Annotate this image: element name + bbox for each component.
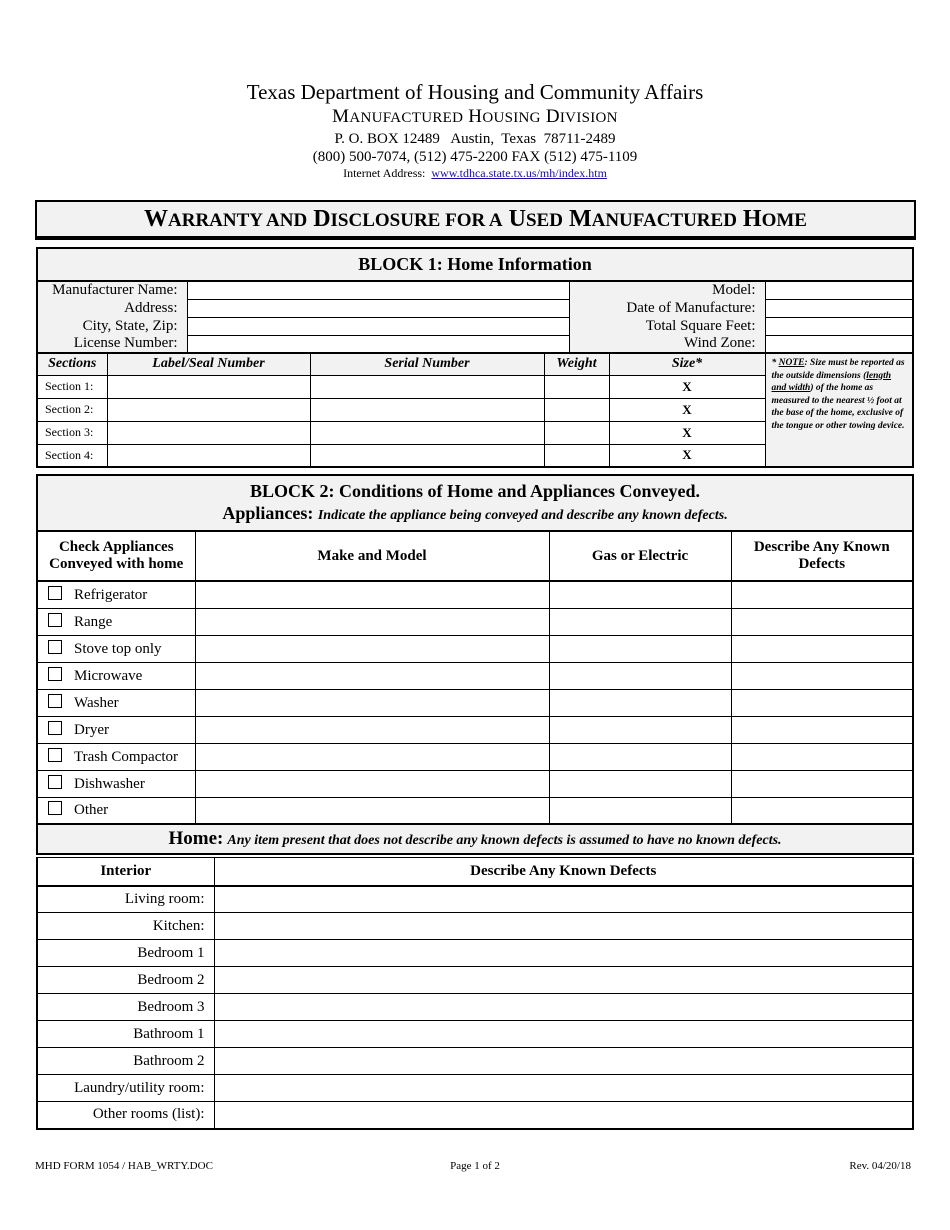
appliance-other[interactable]: Other (37, 797, 195, 824)
room-row (37, 940, 913, 967)
total-square-feet-label: Total Square Feet: (569, 317, 765, 335)
appliance-dryer[interactable]: Dryer (37, 716, 195, 743)
weight-header: Weight (544, 353, 609, 375)
appliance-row (37, 608, 913, 635)
defects-cell[interactable] (731, 635, 913, 662)
make-model-cell[interactable] (195, 635, 549, 662)
section-3-label: Section 3: (37, 421, 107, 444)
date-of-manufacture-label: Date of Manufacture: (569, 299, 765, 317)
section-2-size[interactable]: X (609, 398, 765, 421)
checkbox-refrigerator[interactable] (48, 586, 62, 600)
phone-line: (800) 500-7074, (512) 475-2200 FAX (512) 475-1109 (312, 149, 638, 165)
size-header: Size* (609, 353, 765, 375)
room-defects-field[interactable] (214, 1075, 913, 1102)
model-label: Model: (569, 281, 765, 299)
form-id: MHD FORM 1054 / HAB_WRTY.DOC (35, 1160, 213, 1172)
interior-defects-table (36, 857, 914, 1130)
appliance-trash-compactor[interactable]: Trash Compactor (37, 743, 195, 770)
make-model-cell[interactable] (195, 608, 549, 635)
internet-address: Internet Address: www.tdhca.state.tx.us/mh/index.htm (343, 166, 607, 180)
room-row (37, 967, 913, 994)
date-of-manufacture-field[interactable] (765, 299, 913, 317)
model-field[interactable] (765, 281, 913, 299)
revision-date: Rev. 04/20/18 (849, 1160, 911, 1172)
size-note: * NOTE: Size must be reported as the outside dimensions (length and width) of the home as measured to the nearest ½ foot at the base of the home, exclusive of the tongue or other towing device. (765, 353, 913, 467)
check-appliances-header: Check Appliances Conveyed with home (37, 531, 195, 581)
license-number-field[interactable] (187, 335, 569, 353)
section-2-label-seal[interactable] (107, 398, 310, 421)
section-4-weight[interactable] (544, 444, 609, 467)
room-defects-field[interactable] (214, 913, 913, 940)
section-1-label-seal[interactable] (107, 375, 310, 398)
checkbox-other[interactable] (48, 801, 62, 815)
room-defects-field[interactable] (214, 967, 913, 994)
agency-name: Texas Department of Housing and Community Affairs (246, 80, 704, 104)
make-model-cell[interactable] (195, 716, 549, 743)
section-3-serial[interactable] (310, 421, 544, 444)
room-defects-field[interactable] (214, 994, 913, 1021)
gas-electric-cell[interactable] (549, 608, 731, 635)
room-row (37, 1102, 913, 1129)
defects-cell[interactable] (731, 743, 913, 770)
checkbox-microwave[interactable] (48, 667, 62, 681)
website-link[interactable]: www.tdhca.state.tx.us/mh/index.htm (431, 166, 607, 180)
section-3-label-seal[interactable] (107, 421, 310, 444)
label-seal-header: Label/Seal Number (107, 353, 310, 375)
license-number-label: License Number: (37, 335, 187, 353)
gas-electric-cell[interactable] (549, 662, 731, 689)
section-1-weight[interactable] (544, 375, 609, 398)
appliance-row (37, 635, 913, 662)
appliance-microwave[interactable]: Microwave (37, 662, 195, 689)
mailing-address: P. O. BOX 12489 Austin, Texas 78711-2489 (334, 131, 616, 147)
appliance-dishwasher[interactable]: Dishwasher (37, 770, 195, 797)
section-4-label: Section 4: (37, 444, 107, 467)
make-model-header: Make and Model (195, 531, 549, 581)
room-label: Bedroom 2 (37, 967, 214, 994)
appliance-refrigerator[interactable]: Refrigerator (37, 581, 195, 608)
make-model-cell[interactable] (195, 689, 549, 716)
appliance-row (37, 581, 913, 608)
appliance-defects-header: Describe Any Known Defects (731, 531, 913, 581)
form-title: WARRANTY AND DISCLOSURE FOR A USED MANUFACTURED HOME (35, 200, 916, 240)
defects-cell[interactable] (731, 716, 913, 743)
make-model-cell[interactable] (195, 770, 549, 797)
room-label: Kitchen: (37, 913, 214, 940)
appliance-row (37, 689, 913, 716)
checkbox-trash-compactor[interactable] (48, 748, 62, 762)
total-square-feet-field[interactable] (765, 317, 913, 335)
room-defects-field[interactable] (214, 1048, 913, 1075)
defects-cell[interactable] (731, 662, 913, 689)
make-model-cell[interactable] (195, 662, 549, 689)
gas-electric-header: Gas or Electric (549, 531, 731, 581)
appliance-range[interactable]: Range (37, 608, 195, 635)
room-row (37, 886, 913, 913)
wind-zone-field[interactable] (765, 335, 913, 353)
room-row (37, 1075, 913, 1102)
block1-home-information (36, 247, 914, 468)
gas-electric-cell[interactable] (549, 797, 731, 824)
appliance-row (37, 770, 913, 797)
checkbox-dryer[interactable] (48, 721, 62, 735)
room-defects-field[interactable] (214, 940, 913, 967)
room-row (37, 913, 913, 940)
appliance-row (37, 716, 913, 743)
room-defects-field[interactable] (214, 1102, 913, 1129)
room-row (37, 1021, 913, 1048)
room-defects-field[interactable] (214, 886, 913, 913)
room-row (37, 1048, 913, 1075)
home-note: Home: Any item present that does not describe any known defects is assumed to have no known defects. (37, 824, 913, 854)
defects-cell[interactable] (731, 608, 913, 635)
address-label: Address: (37, 299, 187, 317)
section-3-size[interactable]: X (609, 421, 765, 444)
address-field[interactable] (187, 299, 569, 317)
gas-electric-cell[interactable] (549, 743, 731, 770)
room-defects-field[interactable] (214, 1021, 913, 1048)
section-4-serial[interactable] (310, 444, 544, 467)
gas-electric-cell[interactable] (549, 581, 731, 608)
block1-heading: BLOCK 1: Home Information (37, 248, 913, 281)
block2-appliances (36, 474, 914, 855)
defects-cell[interactable] (731, 797, 913, 824)
serial-number-header: Serial Number (310, 353, 544, 375)
room-label: Bathroom 1 (37, 1021, 214, 1048)
city-state-zip-label: City, State, Zip: (37, 317, 187, 335)
division-name: MANUFACTURED HOUSING DIVISION (332, 106, 618, 127)
interior-header: Interior (37, 858, 214, 886)
gas-electric-cell[interactable] (549, 770, 731, 797)
room-label: Bedroom 3 (37, 994, 214, 1021)
checkbox-washer[interactable] (48, 694, 62, 708)
city-state-zip-field[interactable] (187, 317, 569, 335)
make-model-cell[interactable] (195, 581, 549, 608)
gas-electric-cell[interactable] (549, 689, 731, 716)
checkbox-range[interactable] (48, 613, 62, 627)
defects-cell[interactable] (731, 689, 913, 716)
appliance-row (37, 797, 913, 824)
gas-electric-cell[interactable] (549, 716, 731, 743)
section-1-size[interactable]: X (609, 375, 765, 398)
section-4-size[interactable]: X (609, 444, 765, 467)
manufacturer-name-field[interactable] (187, 281, 569, 299)
gas-electric-cell[interactable] (549, 635, 731, 662)
room-label: Living room: (37, 886, 214, 913)
defects-cell[interactable] (731, 770, 913, 797)
section-1-label: Section 1: (37, 375, 107, 398)
checkbox-stove-top[interactable] (48, 640, 62, 654)
room-defects-header: Describe Any Known Defects (214, 858, 913, 886)
appliance-washer[interactable]: Washer (37, 689, 195, 716)
wind-zone-label: Wind Zone: (569, 335, 765, 353)
room-label: Bedroom 1 (37, 940, 214, 967)
room-label: Laundry/utility room: (37, 1075, 214, 1102)
appliance-row (37, 743, 913, 770)
manufacturer-name-label: Manufacturer Name: (37, 281, 187, 299)
section-3-weight[interactable] (544, 421, 609, 444)
sections-header: Sections (37, 353, 107, 375)
block2-heading: BLOCK 2: Conditions of Home and Appliances Conveyed. Appliances: Indicate the appliance being conveyed and describe any known defects. (37, 475, 913, 531)
appliance-row (37, 662, 913, 689)
defects-cell[interactable] (731, 581, 913, 608)
make-model-cell[interactable] (195, 743, 549, 770)
room-label: Bathroom 2 (37, 1048, 214, 1075)
room-row (37, 994, 913, 1021)
room-label: Other rooms (list): (37, 1102, 214, 1129)
section-4-label-seal[interactable] (107, 444, 310, 467)
appliance-stove-top[interactable]: Stove top only (37, 635, 195, 662)
make-model-cell[interactable] (195, 797, 549, 824)
page-number: Page 1 of 2 (450, 1160, 500, 1172)
section-2-label: Section 2: (37, 398, 107, 421)
section-2-serial[interactable] (310, 398, 544, 421)
section-2-weight[interactable] (544, 398, 609, 421)
section-1-serial[interactable] (310, 375, 544, 398)
checkbox-dishwasher[interactable] (48, 775, 62, 789)
